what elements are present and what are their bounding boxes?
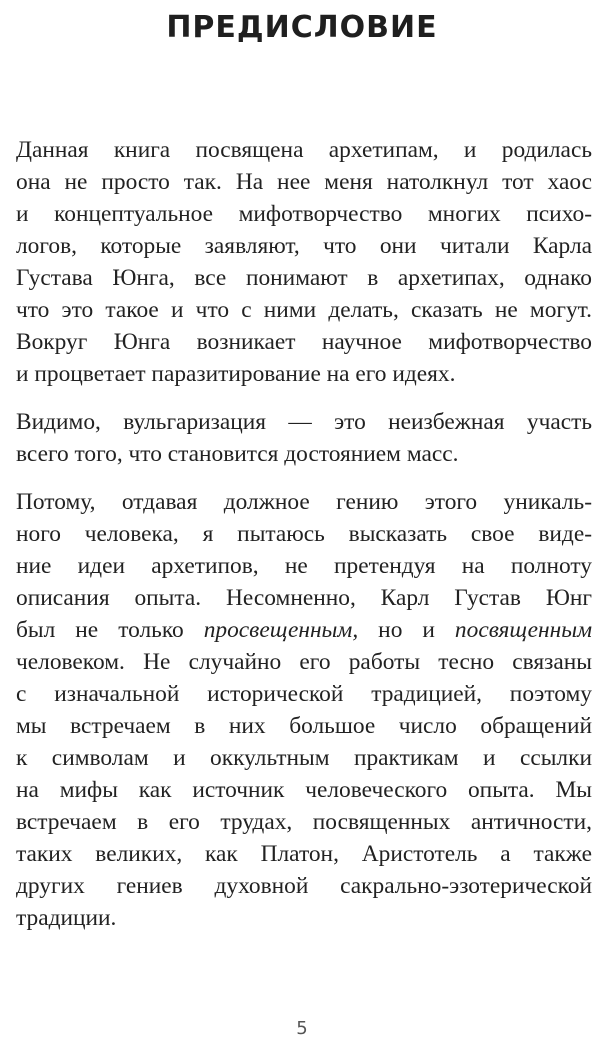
page-number: 5 (296, 1018, 308, 1039)
text-line: всего того, что становится достоянием масс. (16, 441, 459, 467)
chapter-title: ПРЕДИСЛОВИЕ (166, 10, 438, 45)
text-line: Потому, отдавая должное гению этого уникаль- (16, 489, 592, 515)
paragraph-1 (16, 134, 592, 390)
text-line: Данная книга посвящена архетипам, и родилась (16, 137, 592, 163)
text-line: таких великих, как Платон, Аристотель а также (16, 841, 592, 867)
text-line: логов, которые заявляют, что они читали Карла (16, 233, 592, 259)
text-line: она не просто так. На нее меня натолкнул тот хаос (16, 169, 592, 195)
text-run: был не только (16, 617, 204, 643)
text-line: традиции. (16, 905, 117, 931)
emphasis-initiated: посвященным (454, 617, 592, 643)
text-line: на мифы как источник человеческого опыта. Мы (16, 777, 592, 803)
body-text (16, 134, 592, 934)
text-line: мы встречаем в них большое число обращений (16, 713, 592, 739)
text-line: с изначальной исторической традицией, поэтому (16, 681, 592, 707)
text-line: к символам и оккультным практикам и ссылки (16, 745, 592, 771)
text-line: и процветает паразитирование на его идеях. (16, 361, 456, 387)
text-line: человеком. Не случайно его работы тесно связаны (16, 649, 592, 675)
text-line: Вокруг Юнга возникает научное мифотворчество (16, 329, 592, 355)
text-line: и концептуальное мифотворчество многих психо- (16, 201, 592, 227)
paragraph-3 (16, 486, 592, 934)
text-line: встречаем в его трудах, посвященных античности, (16, 809, 592, 835)
text-run: но и (358, 617, 455, 643)
text-line: описания опыта. Несомненно, Карл Густав Юнг (16, 585, 592, 611)
text-line: что это такое и что с ними делать, сказать не могут. (16, 297, 592, 323)
text-line: Видимо, вульгаризация — это неизбежная участь (16, 409, 592, 435)
text-line: ние идеи архетипов, не претендуя на полноту (16, 553, 592, 579)
emphasis-enlightened: просвещенным, (203, 617, 359, 643)
text-line-with-emphasis (16, 614, 592, 646)
paragraph-2 (16, 406, 592, 470)
text-line: ного человека, я пытаюсь высказать свое виде- (16, 521, 592, 547)
text-line: Густава Юнга, все понимают в архетипах, однако (16, 265, 592, 291)
text-line: других гениев духовной сакрально-эзотерической (16, 873, 592, 899)
